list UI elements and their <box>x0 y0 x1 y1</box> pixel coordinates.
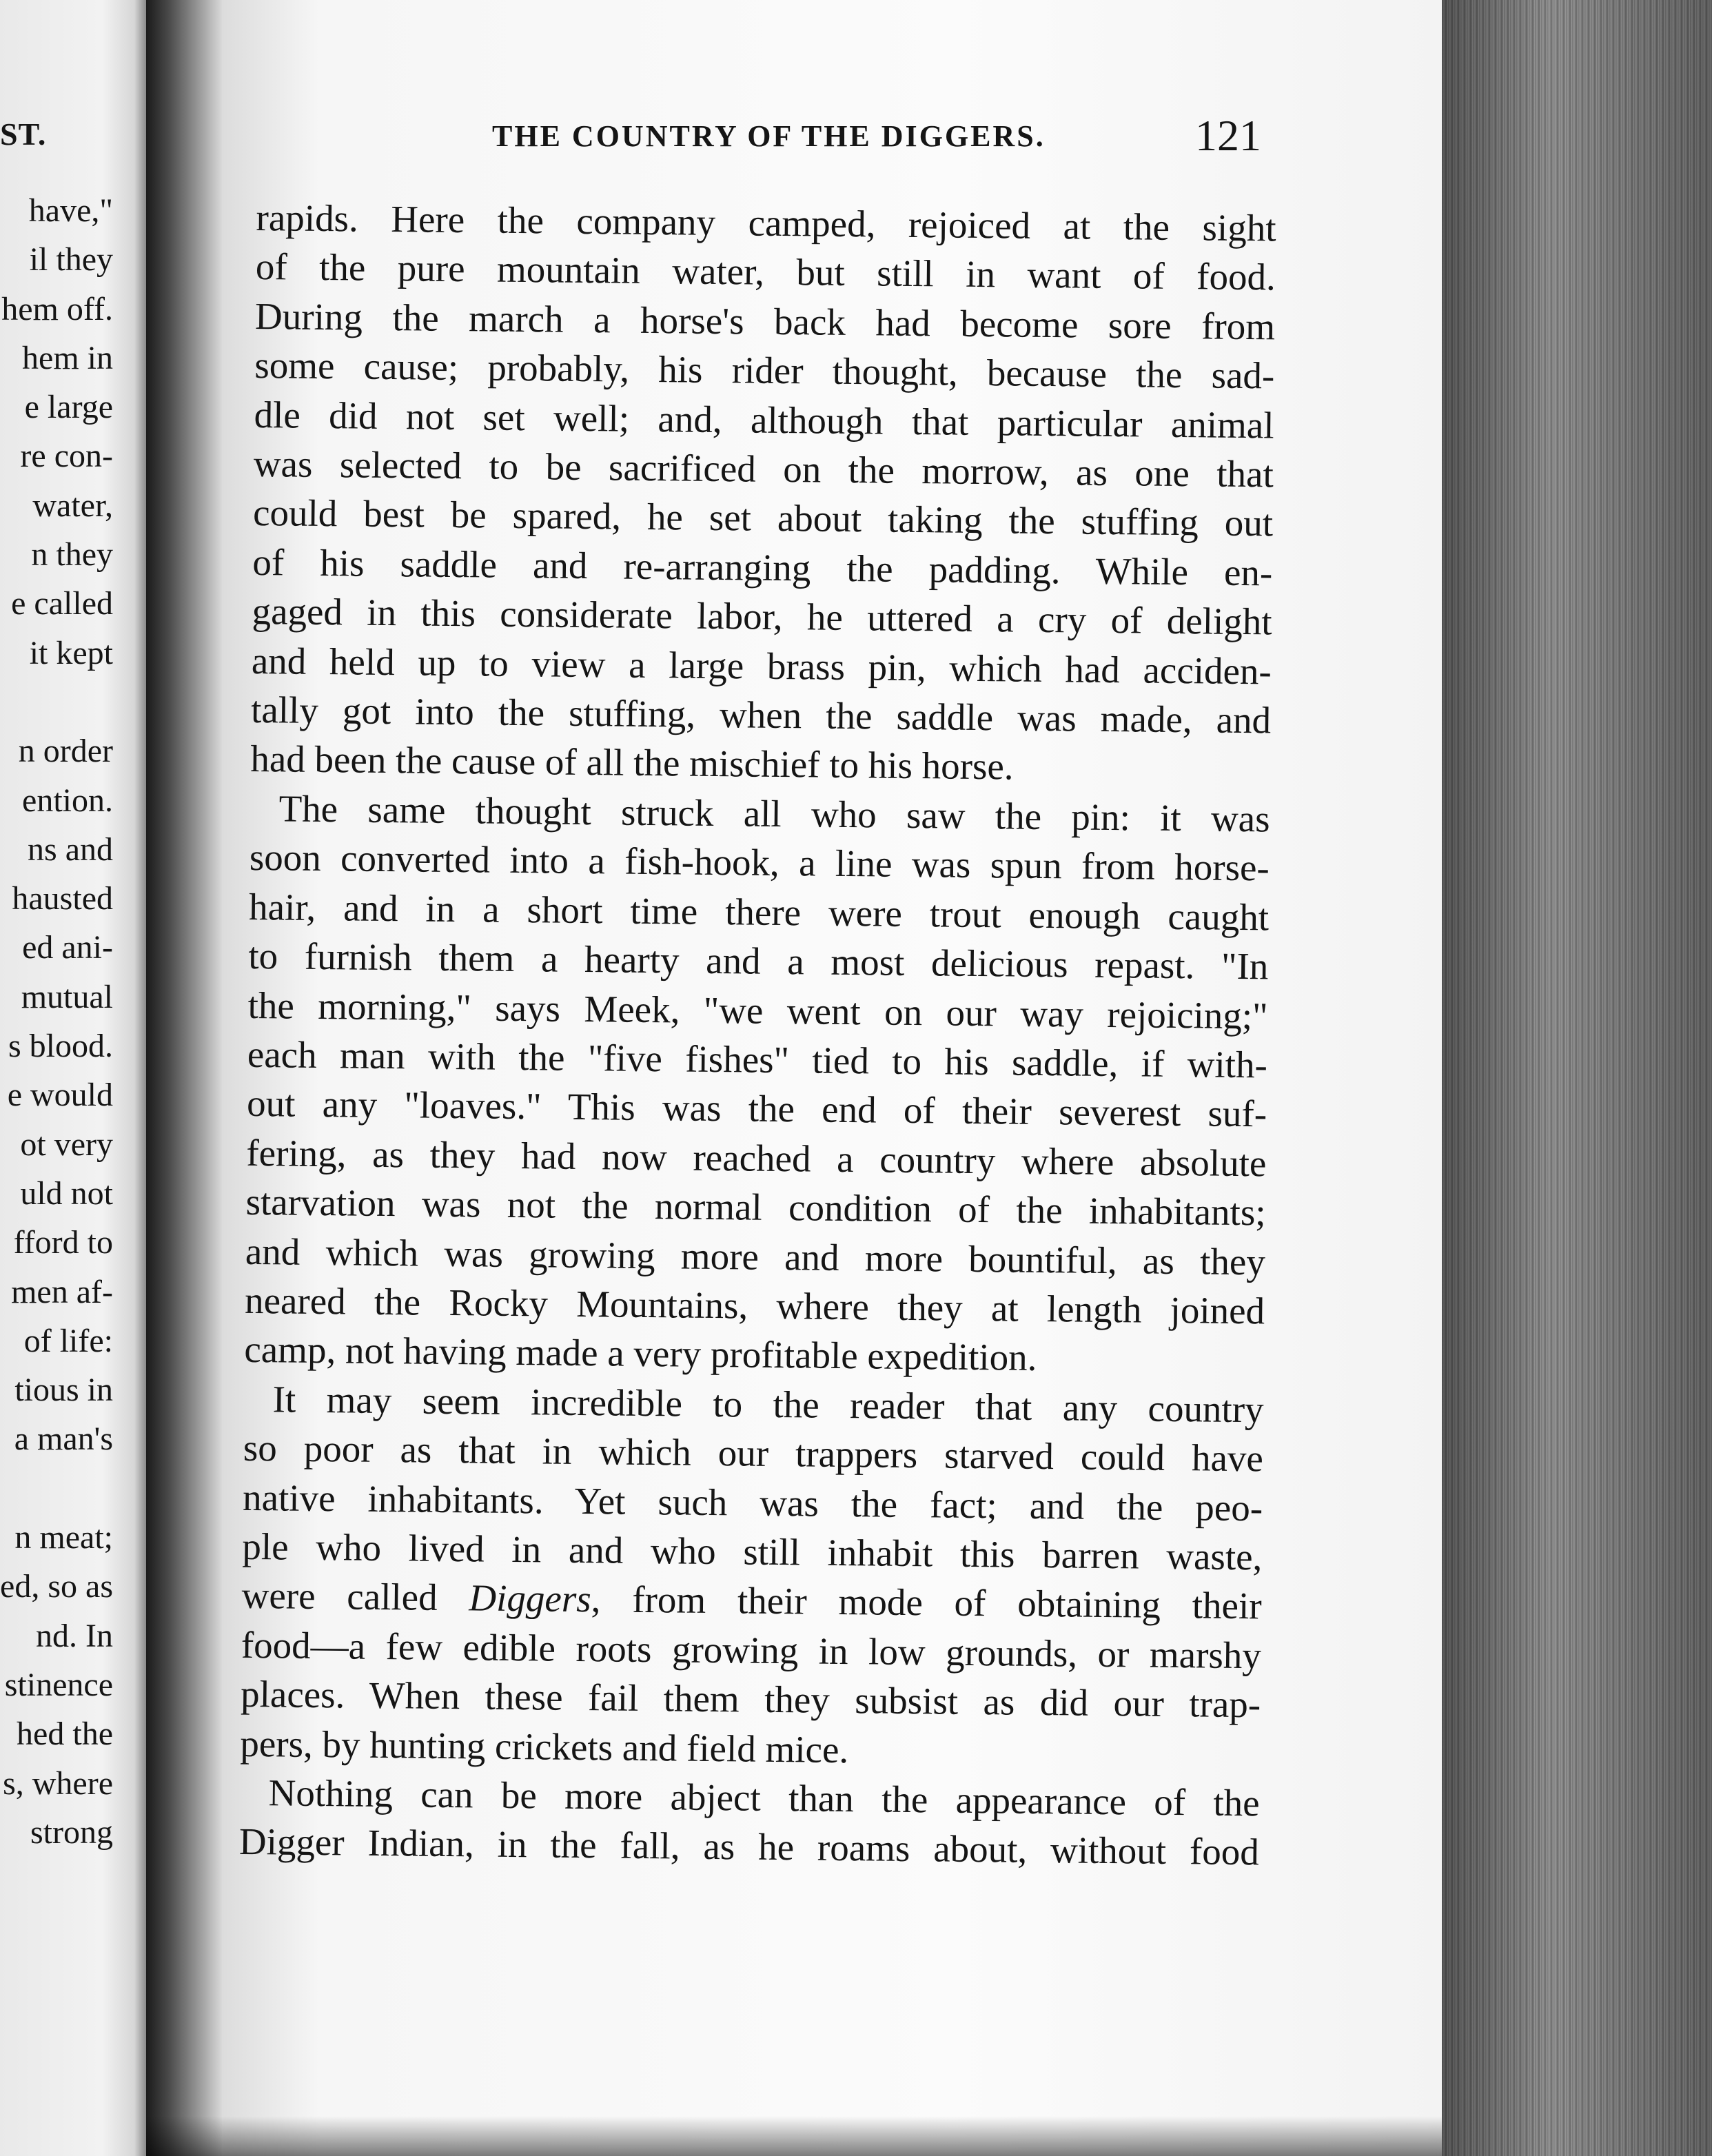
left-page-line: hed the <box>17 1716 113 1753</box>
left-page-line: e large <box>24 389 113 426</box>
body-text <box>239 193 1276 1877</box>
text-line: was selected to be sacrificed on the morrow, as one that <box>253 443 1274 496</box>
paragraph <box>250 193 1276 794</box>
left-page-line: a man's <box>14 1421 113 1458</box>
text-line: so poor as that in which our trappers starved could have <box>243 1427 1264 1480</box>
text-line: dle did not set well; and, although that particular animal <box>254 393 1274 447</box>
page-block-edges <box>1442 0 1712 2156</box>
text-line: and held up to view a large brass pin, which had acciden- <box>251 639 1272 693</box>
left-page-line: ed ani- <box>22 929 113 966</box>
bottom-shadow <box>146 2116 1442 2156</box>
text-line: During the march a horse's back had become sore from <box>254 294 1276 348</box>
left-page-line: tious in <box>14 1372 113 1409</box>
text-line: The same thought struck all who saw the pin: it was <box>278 787 1270 840</box>
text-line: Nothing can be more abject than the appearance of the <box>268 1771 1260 1824</box>
left-page-line: s blood. <box>8 1028 113 1065</box>
left-page-line: fford to <box>13 1224 113 1261</box>
left-page-line: re con- <box>20 438 113 475</box>
left-page-line: ns and <box>28 831 113 868</box>
left-page-line: have," <box>28 192 113 229</box>
previous-page-fragment <box>0 0 146 2156</box>
text-line: to furnish them a hearty and a most delicious repast. "In <box>248 935 1269 988</box>
left-page-line: of life: <box>23 1322 113 1359</box>
left-page-line: e called <box>11 585 113 622</box>
text-line: the morning," says Meek, "we went on our way rejoicing;" <box>247 984 1268 1037</box>
left-page-line: water, <box>32 487 113 524</box>
paragraph <box>244 784 1270 1385</box>
left-page-line: men af- <box>11 1273 113 1310</box>
text-line: starvation was not the normal condition of the inhabitants; <box>245 1181 1266 1234</box>
text-line: It may seem incredible to the reader that any country <box>272 1378 1264 1431</box>
text-line: neared the Rocky Mountains, where they at length joined <box>244 1279 1265 1332</box>
text-line: hair, and in a short time there were trout enough caught <box>248 885 1270 939</box>
text-line: gaged in this considerate labor, he uttered a cry of delight <box>252 590 1272 643</box>
text-line: of the pure mountain water, but still in want of food. <box>255 245 1276 298</box>
paragraph <box>240 1374 1264 1779</box>
left-page-text <box>0 186 113 1857</box>
book-gutter <box>146 0 222 2156</box>
left-page-line: n order <box>18 733 113 770</box>
text-line: rapids. Here the company camped, rejoiced at the sight <box>256 196 1276 250</box>
text-line: native inhabitants. Yet such was the fact; and the peo- <box>242 1476 1263 1529</box>
text-line: pers, by hunting crickets and field mice. <box>240 1722 849 1771</box>
running-head: THE COUNTRY OF THE DIGGERS. <box>492 119 1046 153</box>
left-page-line: ed, so as <box>0 1568 113 1605</box>
text-line: some cause; probably, his rider thought, because the sad- <box>254 344 1275 397</box>
left-page-line: ention. <box>22 782 113 819</box>
left-page-line: n meat; <box>14 1519 113 1556</box>
left-page-line <box>0 678 113 726</box>
text-line: were called Diggers, from their mode of obtaining their <box>241 1574 1262 1627</box>
left-page-line: hausted <box>12 880 113 917</box>
text-line: camp, not having made a very profitable expedition. <box>244 1328 1037 1379</box>
text-line: could best be spared, he set about taking the stuffing out <box>252 491 1274 545</box>
text-line: of his saddle and re-arranging the padding. While en- <box>252 540 1273 594</box>
left-page-line: il they <box>29 241 113 278</box>
text-line: ple who lived in and who still inhabit this barren waste, <box>242 1525 1263 1578</box>
left-page-line: it kept <box>29 634 113 671</box>
paragraph <box>239 1768 1260 1877</box>
text-line: and which was growing more and more bountiful, as they <box>245 1230 1266 1283</box>
text-line: places. When these fail them they subsist as did our trap- <box>240 1673 1261 1726</box>
text-line: food—a few edible roots growing in low grounds, or marshy <box>241 1623 1262 1677</box>
left-page-line: s, where <box>3 1765 113 1802</box>
text-line: soon converted into a fish-hook, a line was spun from horse- <box>249 836 1270 889</box>
page-number: 121 <box>1195 111 1261 160</box>
left-page-header: ST. <box>0 116 47 152</box>
text-line: out any "loaves." This was the end of their severest suf- <box>246 1082 1267 1135</box>
left-page-line: uld not <box>20 1174 113 1212</box>
left-page-line: nd. In <box>36 1617 113 1654</box>
book-page <box>222 0 1442 2156</box>
left-page-line: hem in <box>22 339 113 376</box>
left-page-line: hem off. <box>1 290 113 327</box>
text-line: had been the cause of all the mischief to his horse. <box>250 738 1014 789</box>
left-page-line: ot very <box>20 1126 113 1163</box>
text-line: Digger Indian, in the fall, as he roams about, without food <box>238 1820 1260 1873</box>
text-line: fering, as they had now reached a country where absolute <box>246 1131 1267 1185</box>
left-page-line: stinence <box>4 1666 113 1703</box>
left-page-line: e would <box>7 1077 113 1114</box>
left-page-line: mutual <box>21 978 113 1015</box>
left-page-line: strong <box>30 1813 113 1851</box>
text-line: each man with the "five fishes" tied to his saddle, if with- <box>247 1033 1268 1086</box>
left-page-line <box>0 1464 113 1513</box>
left-page-line: n they <box>31 536 113 573</box>
text-line: tally got into the stuffing, when the saddle was made, and <box>250 689 1272 742</box>
